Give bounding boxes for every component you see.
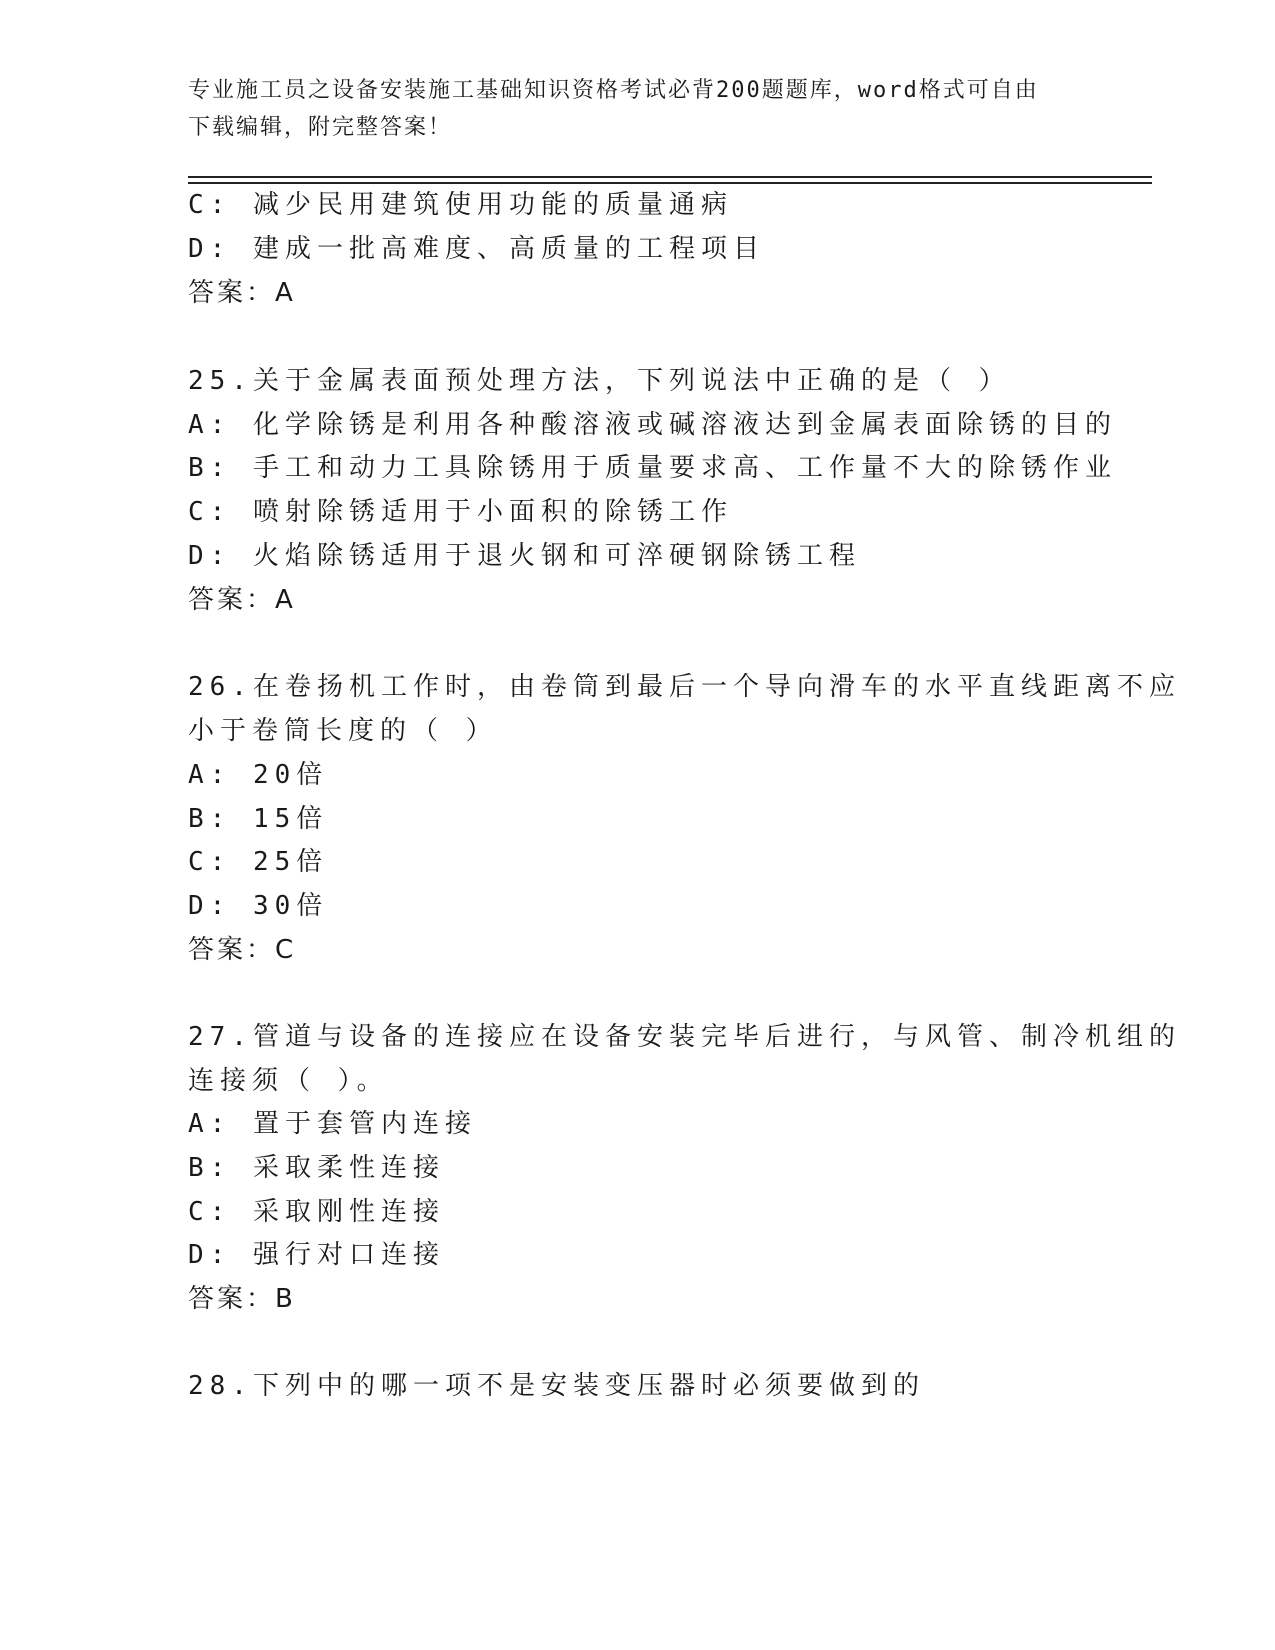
q26-question-line1: 26.在卷扬机工作时，由卷筒到最后一个导向滑车的水平直线距离不应 [188,672,1181,702]
q26-answer: 答案：C [188,935,297,965]
q24-option-d: D: 建成一批高难度、高质量的工程项目 [188,234,765,264]
q25-option-c: C: 喷射除锈适用于小面积的除锈工作 [188,497,733,527]
q26-option-b: B: 15倍 [188,804,329,834]
header-title-line2: 下载编辑，附完整答案！ [188,115,453,140]
q24-answer: 答案：A [188,278,296,308]
q27-option-a: A: 置于套管内连接 [188,1109,477,1139]
document-header [188,72,1088,146]
header-title-line1: 专业施工员之设备安装施工基础知识资格考试必背200题题库，word格式可自由 [188,78,1039,103]
q27-option-d: D: 强行对口连接 [188,1240,445,1270]
q28-question: 28.下列中的哪一项不是安装变压器时必须要做到的 [188,1371,925,1401]
q27-answer: 答案：B [188,1284,296,1314]
q24-option-c: C: 减少民用建筑使用功能的质量通病 [188,190,733,220]
q25-option-d: D: 火焰除锈适用于退火钢和可淬硬钢除锈工程 [188,541,861,571]
q26-option-a: A: 20倍 [188,760,329,790]
q25-option-a: A: 化学除锈是利用各种酸溶液或碱溶液达到金属表面除锈的目的 [188,410,1117,440]
q27-option-c: C: 采取刚性连接 [188,1197,445,1227]
header-divider-bottom [188,182,1152,184]
q26-question-line2: 小于卷筒长度的（ ） [188,716,498,746]
q27-question-line2: 连接须（ ）。 [188,1066,389,1096]
q25-answer: 答案：A [188,585,296,615]
q26-option-d: D: 30倍 [188,891,329,921]
q27-question-line1: 27.管道与设备的连接应在设备安装完毕后进行，与风管、制冷机组的 [188,1022,1181,1052]
q27-option-b: B: 采取柔性连接 [188,1153,445,1183]
header-divider-top [188,176,1152,178]
q25-option-b: B: 手工和动力工具除锈用于质量要求高、工作量不大的除锈作业 [188,453,1117,483]
q26-option-c: C: 25倍 [188,847,329,877]
q25-question: 25.关于金属表面预处理方法，下列说法中正确的是（ ） [188,366,1011,396]
